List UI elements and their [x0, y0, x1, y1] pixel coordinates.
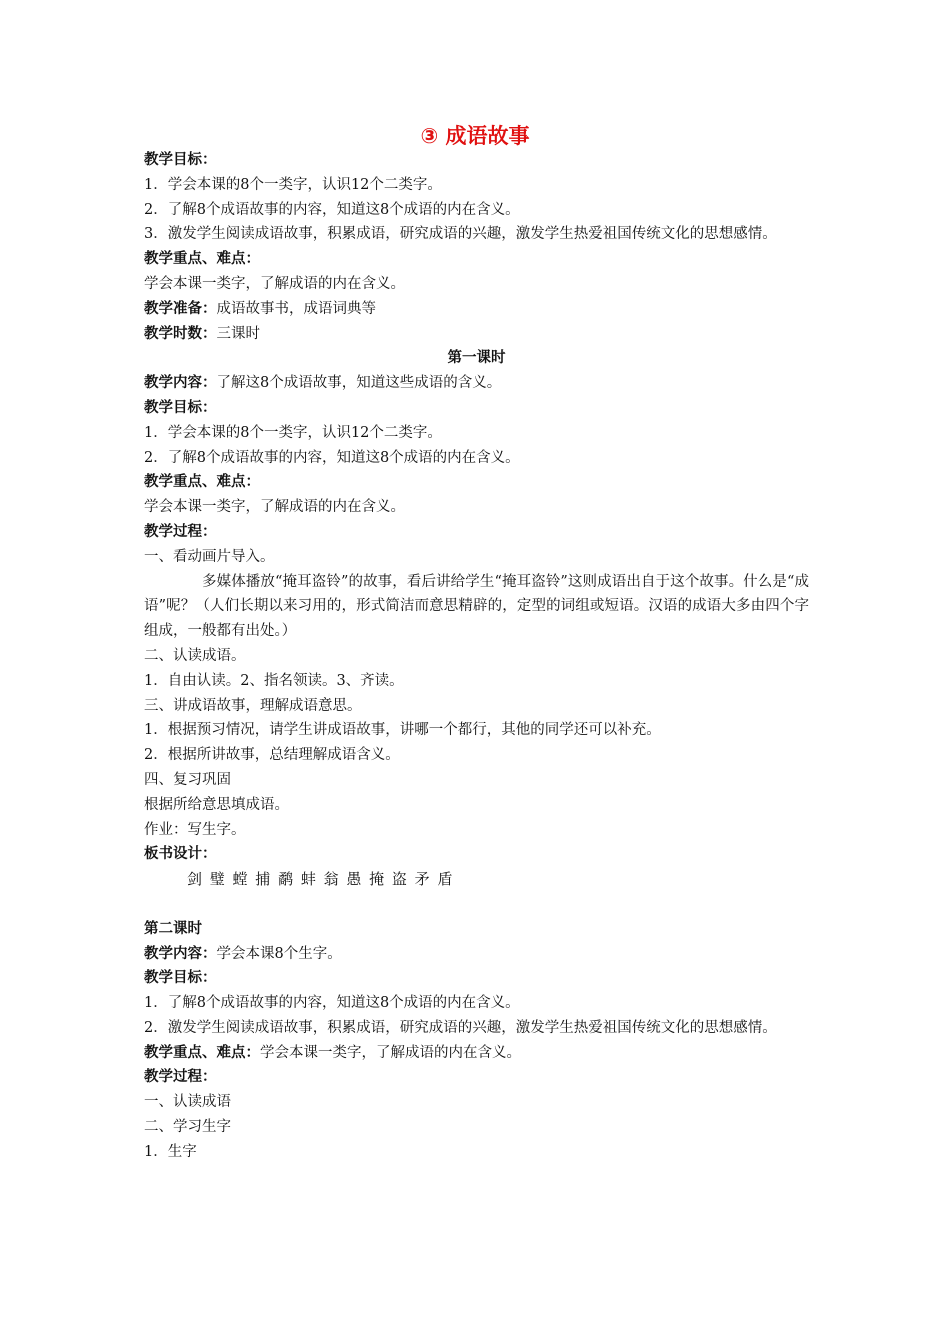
prep-label: 教学准备：: [144, 300, 217, 317]
goal-item: 3．激发学生阅读成语故事，积累成语，研究成语的兴趣，激发学生热爱祖国传统文化的思想感情。: [144, 226, 777, 243]
lesson2-content-text: 学会本课8个生字。: [216, 945, 342, 962]
key-text: 学会本课一类字，了解成语的内在含义。: [144, 275, 405, 292]
hours-text: 三课时: [216, 325, 260, 342]
page-title: ③ 成语故事: [420, 124, 530, 148]
lesson2-process-heading: 教学过程：: [144, 1069, 217, 1086]
lesson2-content-line: [144, 942, 809, 967]
lesson2-key-label: 教学重点、难点：: [144, 1044, 260, 1061]
prep-text: 成语故事书，成语词典等: [216, 300, 376, 317]
board-heading: 板书设计：: [144, 846, 217, 863]
step3-title: 三、讲成语故事，理解成语意思。: [144, 697, 362, 714]
lesson2-goal-item: 2．激发学生阅读成语故事，积累成语，研究成语的兴趣，激发学生热爱祖国传统文化的思想感情。: [144, 1019, 777, 1036]
document-body: [144, 148, 809, 1165]
hours-line: [144, 322, 809, 347]
lesson2-goal-item: 1．了解8个成语故事的内容，知道这8个成语的内在含义。: [144, 995, 520, 1012]
board-characters: 剑 璧 螳 捕 鹬 蚌 翁 愚 掩 盗 矛 盾: [187, 870, 453, 889]
step1-paragraph: 多媒体播放“掩耳盗铃”的故事，看后讲给学生“掩耳盗铃”这则成语出自于这个故事。什么是“成语”呢？（人们长期以来习用的，形式简洁而意思精辟的，定型的词组或短语。汉语的成语大多由四个字组成，一般都有出处。）: [144, 573, 809, 640]
lesson2-step: 二、学习生字: [144, 1119, 231, 1136]
hours-label: 教学时数：: [144, 325, 217, 342]
lesson2-title: 第二课时: [144, 920, 202, 937]
lesson1-content-label: 教学内容：: [144, 375, 217, 392]
lesson1-key-heading: 教学重点、难点：: [144, 474, 260, 491]
step3-item: 2．根据所讲故事，总结理解成语含义。: [144, 747, 400, 764]
step1-title: 一、看动画片导入。: [144, 548, 275, 565]
lesson1-process-heading: 教学过程：: [144, 523, 217, 540]
lesson2-step: 一、认读成语: [144, 1094, 231, 1111]
step2-title: 二、认读成语。: [144, 647, 246, 664]
lesson1-content-text: 了解这8个成语故事，知道这些成语的含义。: [216, 375, 502, 392]
step4-title: 四、复习巩固: [144, 771, 231, 788]
lesson1-content-line: [144, 371, 809, 396]
lesson1-goal-heading: 教学目标：: [144, 399, 217, 416]
goal-item: 1．学会本课的8个一类字，认识12个二类字。: [144, 176, 442, 193]
homework: 作业：写生字。: [144, 821, 246, 838]
prep-line: [144, 297, 809, 322]
lesson2-key-text: 学会本课一类字，了解成语的内在含义。: [260, 1044, 521, 1061]
step3-item: 1．根据预习情况，请学生讲成语故事，讲哪一个都行，其他的同学还可以补充。: [144, 722, 661, 739]
lesson2-key-line: [144, 1041, 809, 1066]
lesson2-content-label: 教学内容：: [144, 945, 217, 962]
goal-heading: 教学目标：: [144, 152, 217, 168]
lesson1-goal-item: 2．了解8个成语故事的内容，知道这8个成语的内在含义。: [144, 449, 520, 466]
step2-text: 1．自由认读。2、指名领读。3、齐读。: [144, 672, 404, 689]
lesson2-goal-heading: 教学目标：: [144, 970, 217, 987]
lesson2-step: 1．生字: [144, 1143, 197, 1160]
key-heading: 教学重点、难点：: [144, 251, 260, 268]
step4-text: 根据所给意思填成语。: [144, 796, 289, 813]
lesson1-key-text: 学会本课一类字，了解成语的内在含义。: [144, 499, 405, 516]
blank-line: [144, 892, 809, 917]
lesson1-title: 第一课时: [447, 350, 506, 367]
goal-item: 2．了解8个成语故事的内容，知道这8个成语的内在含义。: [144, 201, 520, 218]
lesson1-goal-item: 1．学会本课的8个一类字，认识12个二类字。: [144, 424, 442, 441]
